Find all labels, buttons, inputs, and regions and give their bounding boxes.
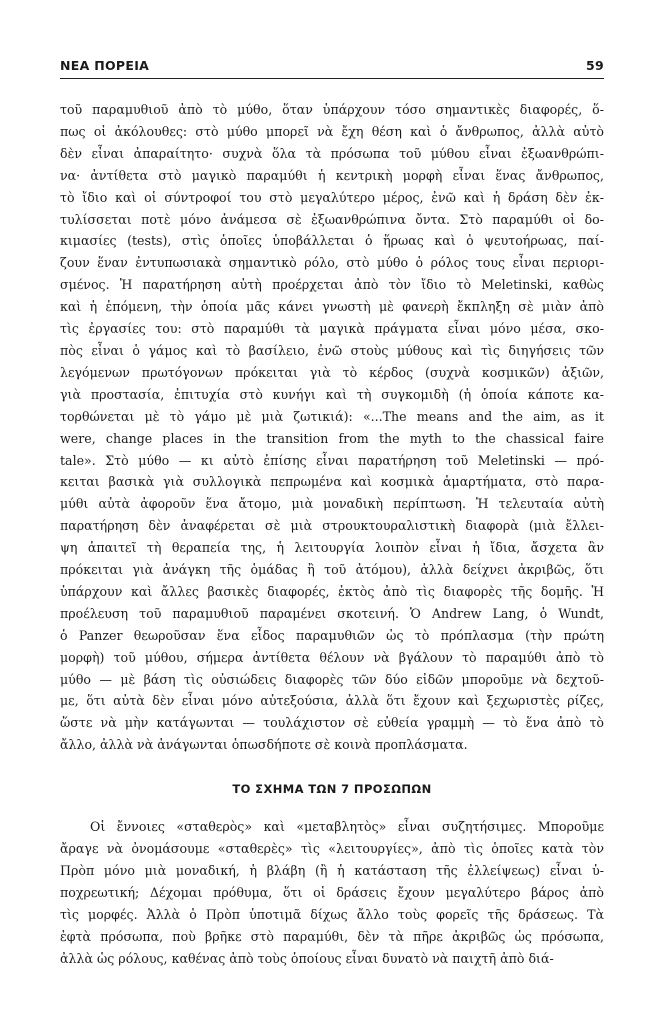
text-line: μύθο — μὲ βάση τὶς οὐσιώδεις διαφορὲς τῶν δύο εἰδῶν μποροῦμε νὰ δεχτοῦ-	[60, 671, 604, 687]
text-line: σμένος. Ἡ παρατήρηση αὐτὴ προέρχεται ἀπὸ τὸν ἴδιο τὸ Meletinski, καθὼς	[60, 277, 604, 293]
text-line: ζουν ἕναν ἐντυπωσιακὰ σημαντικὸ ρόλο, στὸ μύθο ὁ ρόλος τους εἶναι περιορι-	[60, 255, 604, 271]
text-line: Πρὸπ μόνο μιὰ μοναδική, ἡ βλάβη (ἢ ἡ κατάσταση τῆς ἐλλείψεως) εἶναι ὑ-	[60, 863, 604, 878]
text-line: τὶς μορφές. Ἀλλὰ ὁ Πρὸπ ὑποτιμᾶ δίχως ἄλλο τοὺς φορεῖς τῆς δράσεως. Τὰ	[60, 906, 604, 922]
text-line: παρατήρηση δὲν ἀναφέρεται σὲ μιὰ στρουκτουραλιστικὴ διαφορὰ (μιὰ ἔλλει-	[60, 518, 604, 534]
text-line: τὶς ἐργασίες του: στὸ παραμύθι τὰ μαγικὰ πράγματα εἶναι μόνο μέσα, σκο-	[60, 321, 604, 337]
paragraph-myth-vs-fairytale	[60, 99, 604, 756]
paragraph-seven-persons	[60, 816, 604, 969]
text-line: λεγόμενων πρωτόγονων πρόκειται γιὰ τὸ κέρδος (συχνὰ κοσμικῶν) ἀξιῶν,	[60, 364, 604, 380]
text-line: κιμασίες (tests), στὶς ὁποῖες ὑποβάλλεται ὁ ἥρωας καὶ ὁ ψευτοήρωας, παί-	[60, 233, 604, 249]
text-line: μορφὴ) τοῦ μύθου, σήμερα ἀντίθετα θέλουν νὰ βγάλουν τὸ παραμύθι ἀπὸ τὸ	[60, 649, 604, 665]
text-line: ποχρεωτική; Δέχομαι πρόθυμα, ὅτι οἱ δράσεις ἔχουν μεγαλύτερο βάρος ἀπὸ	[60, 884, 604, 900]
running-title: ΝΕΑ ΠΟΡΕΙΑ	[60, 58, 150, 73]
text-line: μύθι αὐτὰ ἀφοροῦν ἕνα ἄτομο, μιὰ μοναδικὴ περίπτωση. Ἡ τελευταία αὐτὴ	[60, 496, 604, 512]
text-line: δὲν εἶναι ἀπαραίτητο· συχνὰ ὅλα τὰ πρόσωπα τοῦ μύθου εἶναι ἐξωανθρώπι-	[60, 145, 604, 161]
text-line: τὸ ἴδιο καὶ οἱ σύντροφοί του στὸ μεγαλύτερο μέρος, ἐνῶ καὶ ἡ δράση δὲν ἐκ-	[60, 189, 604, 205]
text-line: ψη ἀπαιτεῖ τὴ θεραπεία της, ἡ λειτουργία λοιπὸν εἶναι ἡ ἴδια, ἄσχετα ἂν	[60, 540, 604, 556]
text-line: πρόκειται γιὰ ἀνάγκη τῆς ὁμάδας ἢ τοῦ ἀτόμου), ἀλλὰ δείχνει ἀκριβῶς, ὅτι	[60, 562, 604, 578]
text-line: πὸς εἶναι ὁ γάμος καὶ τὸ βασίλειο, ἐνῶ στοὺς μύθους καὶ τὶς διηγήσεις τῶν	[60, 342, 604, 358]
text-line: were, change places in the transition from the myth to the chassical faire	[60, 430, 604, 446]
text-line: τυλίσσεται ποτὲ μόνο ἀνάμεσα σὲ ἐξωανθρώπινα ὄντα. Στὸ παραμύθι οἱ δο-	[60, 211, 604, 227]
text-line: Οἱ ἔννοιες «σταθερὸς» καὶ «μεταβλητὸς» εἶναι συζητήσιμες. Μποροῦμε	[90, 819, 604, 835]
text-line: να· ἀντίθετα στὸ μαγικὸ παραμύθι ἡ κεντρικὴ μορφὴ εἶναι ἕνας ἄνθρωπος,	[60, 167, 604, 183]
book-page	[60, 58, 604, 970]
text-line: ἄραγε νὰ ὀνομάσουμε «σταθερὲς» τὶς «λειτουργίες», ἀπὸ τὶς ὁποῖες κατὰ τὸν	[60, 841, 604, 857]
text-line: τορθώνεται μὲ τὸ γάμο μὲ μιὰ ζωτικιά): «...The means and the aim, as it	[60, 408, 604, 424]
text-line: πως οἱ ἀκόλουθες: στὸ μύθο μπορεῖ νὰ ἔχη θέση καὶ ὁ ἄνθρωπος, ἀλλὰ αὐτὸ	[60, 123, 604, 139]
section-title: ΤΟ ΣΧΗΜΑ ΤΩΝ 7 ΠΡΟΣΩΠΩΝ	[232, 782, 432, 797]
text-line: τοῦ παραμυθιοῦ ἀπὸ τὸ μύθο, ὅταν ὑπάρχουν τόσο σημαντικὲς διαφορές, ὅ-	[60, 102, 604, 117]
text-line: καὶ ἡ ἑπόμενη, τὴν ὁποία μᾶς κάνει γνωστὴ μὲ φανερὴ ἔκπληξη σὲ μιὰν ἀπὸ	[60, 299, 604, 315]
text-line: με, ὅτι αὐτὰ δὲν εἶναι μόνο αὐτεξούσια, ἀλλὰ ὅτι ἔχουν καὶ ξεχωριστὲς ρίζες,	[60, 693, 604, 709]
text-line: tale». Στὸ μύθο — κι αὐτὸ ἐπίσης εἶναι παρατήρηση τοῦ Meletinski — πρό-	[60, 452, 604, 468]
page-number: 59	[586, 58, 604, 73]
text-line: προέλευση τοῦ παραμυθιοῦ παραμένει σκοτεινή. Ὁ Andrew Lang, ὁ Wundt,	[60, 605, 604, 621]
text-line: γιὰ προστασία, ἐπιτυχία στὸ κυνήγι καὶ τὴ συγκομιδὴ (ἡ ὁποία κάποτε κα-	[60, 386, 604, 402]
text-line: ἀλλὰ ὡς ρόλους, καθένας ἀπὸ τοὺς ὁποίους εἶναι δυνατὸ νὰ παιχτῆ ἀπὸ διά-	[60, 950, 554, 966]
text-line: ὥστε νὰ μὴν κατάγωνται — τουλάχιστον σὲ εὐθεία γραμμὴ — τὸ ἕνα ἀπὸ τὸ	[60, 715, 604, 731]
text-line: ὁ Panzer θεωροῦσαν ἕνα εἶδος παραμυθιῶν ὡς τὸ πρόπλασμα (τὴν πρώτη	[60, 627, 604, 643]
text-line: ἑφτὰ πρόσωπα, ποὺ βρῆκε στὸ παραμύθι, δὲν τὰ πῆρε ἀκριβῶς ὡς πρόσωπα,	[60, 928, 604, 944]
text-line: ὑπάρχουν καὶ ἄλλες βασικὲς διαφορές, ἐκτὸς ἀπὸ τὶς διαφορὲς τῆς δομῆς. Ἡ	[60, 583, 604, 599]
page-header	[60, 58, 604, 79]
text-line: ἄλλο, ἀλλὰ νὰ ἀνάγωνται ὁπωσδήποτε σὲ κοινὰ προπλάσματα.	[60, 737, 468, 753]
text-line: κειται βασικὰ γιὰ συλλογικὰ πεπρωμένα καὶ κοσμικὰ ἁμαρτήματα, στὸ παρα-	[60, 474, 604, 490]
